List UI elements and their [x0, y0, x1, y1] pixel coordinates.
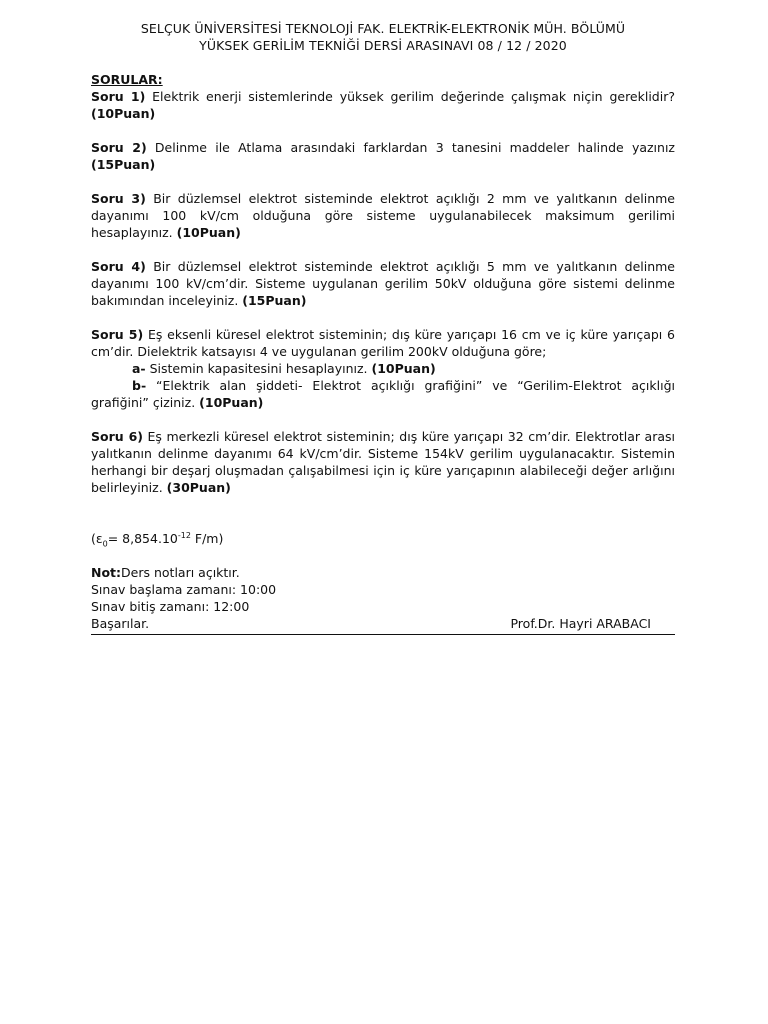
start-time: Sınav başlama zamanı: 10:00 — [91, 582, 277, 597]
exam-footer — [91, 564, 675, 635]
question-label: Soru 3) — [91, 191, 146, 206]
note-label: Not: — [91, 565, 122, 580]
part-points: (10Puan) — [371, 361, 436, 376]
question-points: (15Puan) — [91, 157, 156, 172]
exam-header — [91, 20, 675, 54]
closing-line — [91, 615, 675, 632]
question-5-stem — [91, 326, 675, 360]
question-label: Soru 5) — [91, 327, 144, 342]
end-time: Sınav bitiş zamanı: 12:00 — [91, 599, 250, 614]
question-points: (15Puan) — [242, 293, 307, 308]
note-line — [91, 564, 675, 581]
closing-rule — [91, 634, 675, 635]
question-2 — [91, 139, 675, 173]
question-5-part-a — [132, 360, 675, 377]
question-6 — [91, 428, 675, 496]
permittivity-constant — [91, 530, 675, 547]
question-points: (10Puan) — [91, 106, 156, 121]
question-1 — [91, 88, 675, 122]
question-5-part-b — [91, 377, 675, 411]
part-label: a- — [132, 361, 146, 376]
question-text: Delinme ile Atlama arasındaki farklardan 3 tanesini maddeler halinde yazınız — [146, 140, 675, 155]
question-text: Bir düzlemsel elektrot sisteminde elektrot açıklığı 5 mm ve yalıtkanın delinme dayanımı 100 kV/cm’dir. Sisteme uygulanan gerilim 50kV olduğuna göre sistemi delinme bakımından inceleyiniz. — [91, 259, 675, 308]
header-faculty-line: SELÇUK ÜNİVERSİTESİ TEKNOLOJİ FAK. ELEKTRİK-ELEKTRONİK MÜH. BÖLÜMÜ — [140, 21, 626, 36]
question-text: Eş eksenli küresel elektrot sisteminin; dış küre yarıçapı 16 cm ve iç küre yarıçapı 6 cm’dir. Dielektrik katsayısı 4 ve uygulanan gerilim 200kV olduğuna göre; — [91, 327, 675, 359]
question-label: Soru 1) — [91, 89, 146, 104]
question-text: Eş merkezli küresel elektrot sisteminin; dış küre yarıçapı 32 cm’dir. Elektrotlar arası yalıtkanın delinme dayanımı 64 kV/cm’dir. Sisteme 154kV gerilim uygulanacaktır. Sistemin herhangi bir deşarj oluşmadan çalışabilmesi için iç küre yarıçapının alabileceği değer arlığını belirleyiniz. — [91, 429, 675, 495]
question-points: (10Puan) — [176, 225, 241, 240]
question-label: Soru 2) — [91, 140, 147, 155]
question-label: Soru 4) — [91, 259, 146, 274]
part-text: “Elektrik alan şiddeti- Elektrot açıklığı grafiğini” ve “Gerilim-Elektrot açıklığı grafiğini” çiziniz. — [91, 378, 675, 410]
constant-open: (ε — [91, 531, 103, 546]
question-4 — [91, 258, 675, 309]
part-text: Sistemin kapasitesini hesaplayınız. — [145, 361, 372, 376]
constant-subscript: 0 — [102, 539, 108, 549]
note-text: Ders notları açıktır. — [121, 565, 240, 580]
constant-exponent: -12 — [177, 530, 191, 540]
question-text: Bir düzlemsel elektrot sisteminde elektrot açıklığı 2 mm ve yalıtkanın delinme dayanımı 100 kV/cm olduğuna göre sisteme uygulanabilecek maksimum gerilimi hesaplayınız. — [91, 191, 675, 240]
question-5 — [91, 326, 675, 411]
part-label: b- — [132, 378, 147, 393]
constant-value: = 8,854.10 — [107, 531, 178, 546]
header-exam-line: YÜKSEK GERİLİM TEKNİĞİ DERSİ ARASINAVI 08 / 12 / 2020 — [199, 38, 567, 53]
question-label: Soru 6) — [91, 429, 143, 444]
question-3 — [91, 190, 675, 241]
questions-heading: SORULAR: — [91, 72, 163, 87]
constant-unit: F/m) — [190, 531, 224, 546]
good-luck-text: Başarılar. — [91, 616, 150, 631]
exam-page — [91, 20, 675, 635]
question-points: (30Puan) — [166, 480, 231, 495]
signature-name: Prof.Dr. Hayri ARABACI — [510, 616, 651, 631]
part-points: (10Puan) — [199, 395, 264, 410]
question-text: Elektrik enerji sistemlerinde yüksek gerilim değerinde çalışmak niçin gereklidir? — [145, 89, 675, 104]
